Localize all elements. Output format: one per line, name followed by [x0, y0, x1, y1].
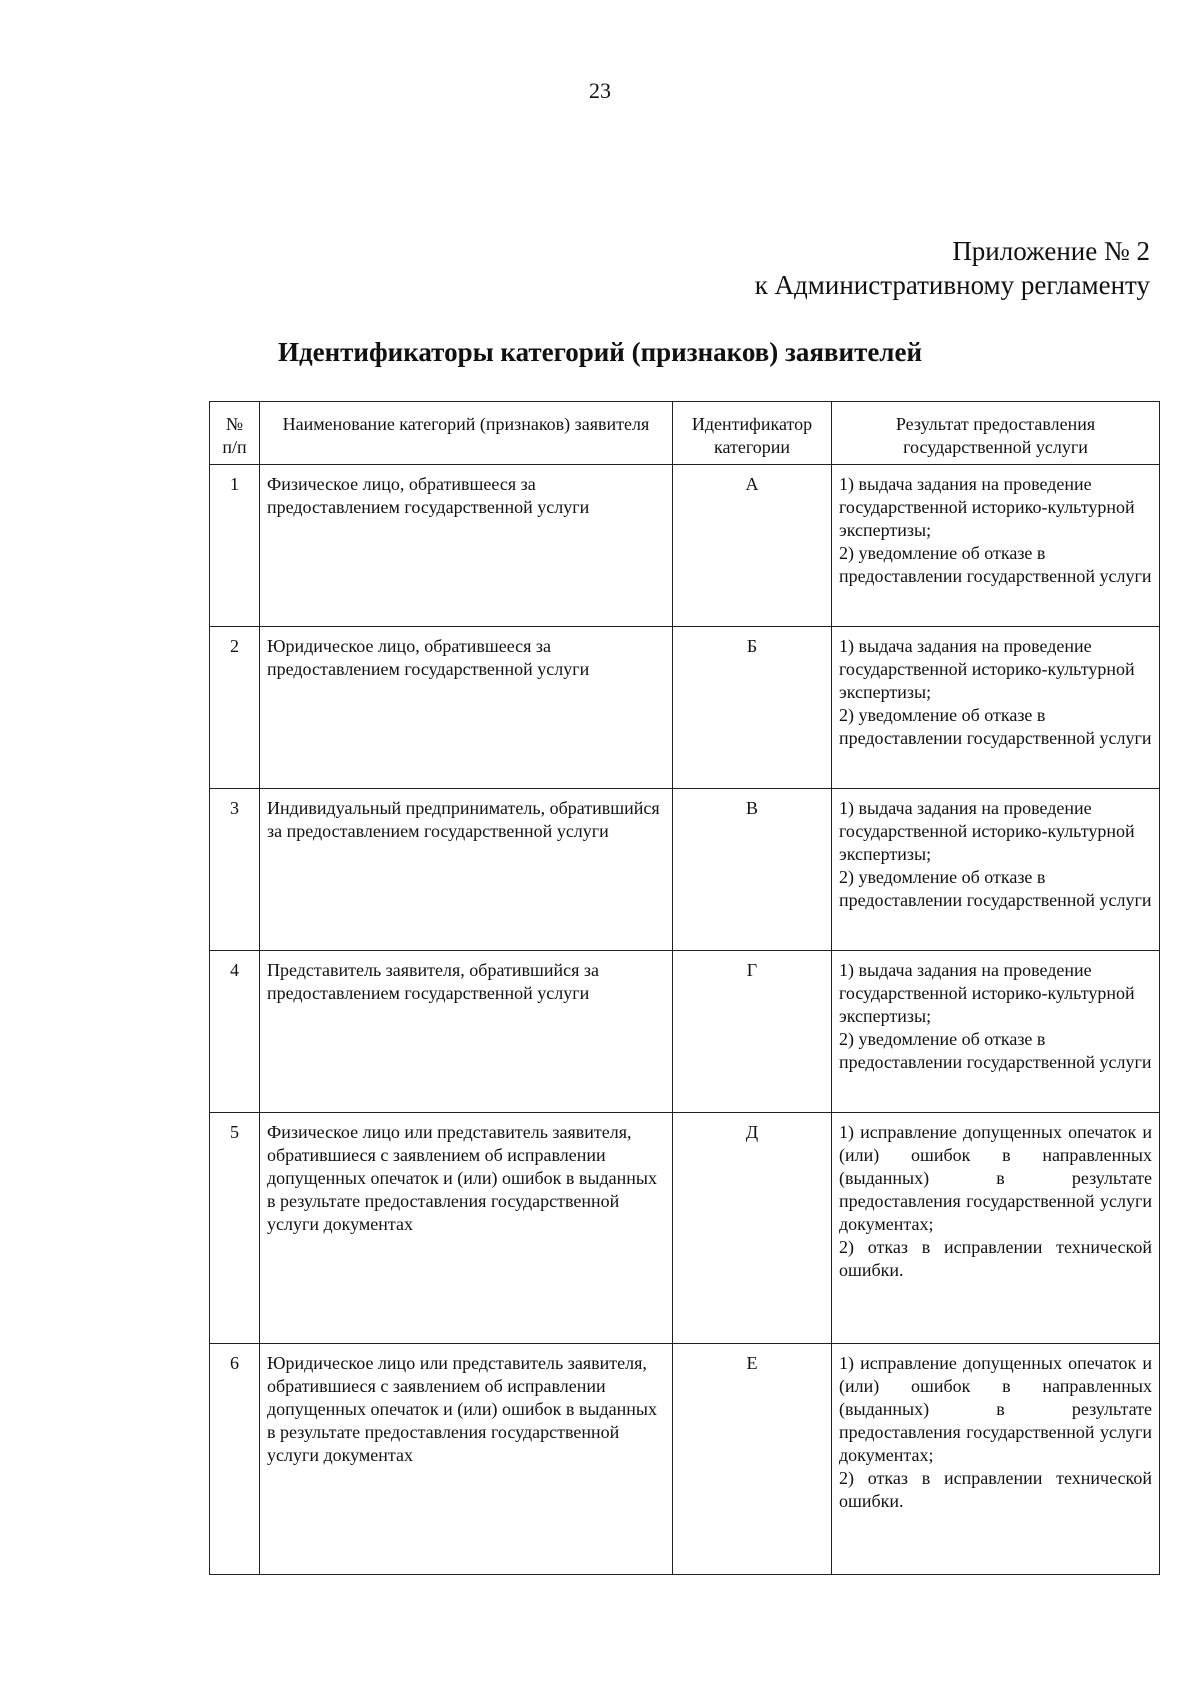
appendix-heading — [755, 234, 1150, 302]
row-category: Представитель заявителя, обратившийся за предоставлением государственной услуги — [260, 951, 673, 1113]
row-num: 4 — [210, 951, 260, 1113]
row-identifier: Б — [673, 627, 832, 789]
header-num: № п/п — [210, 402, 260, 465]
row-category: Физическое лицо, обратившееся за предоставлением государственной услуги — [260, 465, 673, 627]
row-num: 3 — [210, 789, 260, 951]
row-result: 1) выдача задания на проведение государственной историко-культурной экспертизы; 2) уведомление об отказе в предоставлении государственной услуги — [832, 951, 1160, 1113]
table-row — [210, 627, 1160, 789]
row-result: 1) исправление допущенных опечаток и (или) ошибок в направленных (выданных) в результате предоставления государственной услуги документах; 2) отказ в исправлении технической ошибки. — [832, 1113, 1160, 1344]
appendix-line-2: к Административному регламенту — [754, 270, 1150, 300]
row-category: Юридическое лицо или представитель заявителя, обратившиеся с заявлением об исправлении допущенных опечаток и (или) ошибок в выданных в результате предоставления государственной услуги документах — [260, 1344, 673, 1575]
row-result: 1) выдача задания на проведение государственной историко-культурной экспертизы; 2) уведомление об отказе в предоставлении государственной услуги — [832, 465, 1160, 627]
table-header-row — [210, 402, 1160, 465]
header-result: Результат предоставления государственной услуги — [832, 402, 1160, 465]
row-result: 1) выдача задания на проведение государственной историко-культурной экспертизы; 2) уведомление об отказе в предоставлении государственной услуги — [832, 789, 1160, 951]
identifiers-table — [209, 401, 1160, 1575]
table-row — [210, 1113, 1160, 1344]
page-number: 23 — [589, 78, 611, 103]
table-row — [210, 465, 1160, 627]
row-num: 6 — [210, 1344, 260, 1575]
row-result: 1) выдача задания на проведение государственной историко-культурной экспертизы; 2) уведомление об отказе в предоставлении государственной услуги — [832, 627, 1160, 789]
table-row — [210, 951, 1160, 1113]
row-identifier: Е — [673, 1344, 832, 1575]
row-identifier: Г — [673, 951, 832, 1113]
row-identifier: В — [673, 789, 832, 951]
row-num: 1 — [210, 465, 260, 627]
row-num: 5 — [210, 1113, 260, 1344]
row-category: Индивидуальный предприниматель, обратившийся за предоставлением государственной услуги — [260, 789, 673, 951]
header-identifier: Идентификатор категории — [673, 402, 832, 465]
row-num: 2 — [210, 627, 260, 789]
row-category: Юридическое лицо, обратившееся за предоставлением государственной услуги — [260, 627, 673, 789]
appendix-line-1: Приложение № 2 — [952, 236, 1150, 266]
row-identifier: Д — [673, 1113, 832, 1344]
row-identifier: А — [673, 465, 832, 627]
header-category: Наименование категорий (признаков) заявителя — [260, 402, 673, 465]
row-category: Физическое лицо или представитель заявителя, обратившиеся с заявлением об исправлении допущенных опечаток и (или) ошибок в выданных в результате предоставления государственной услуги документах — [260, 1113, 673, 1344]
document-title: Идентификаторы категорий (признаков) заявителей — [277, 337, 923, 367]
row-result: 1) исправление допущенных опечаток и (или) ошибок в направленных (выданных) в результате предоставления государственной услуги документах; 2) отказ в исправлении технической ошибки. — [832, 1344, 1160, 1575]
table-row — [210, 1344, 1160, 1575]
table-row — [210, 789, 1160, 951]
